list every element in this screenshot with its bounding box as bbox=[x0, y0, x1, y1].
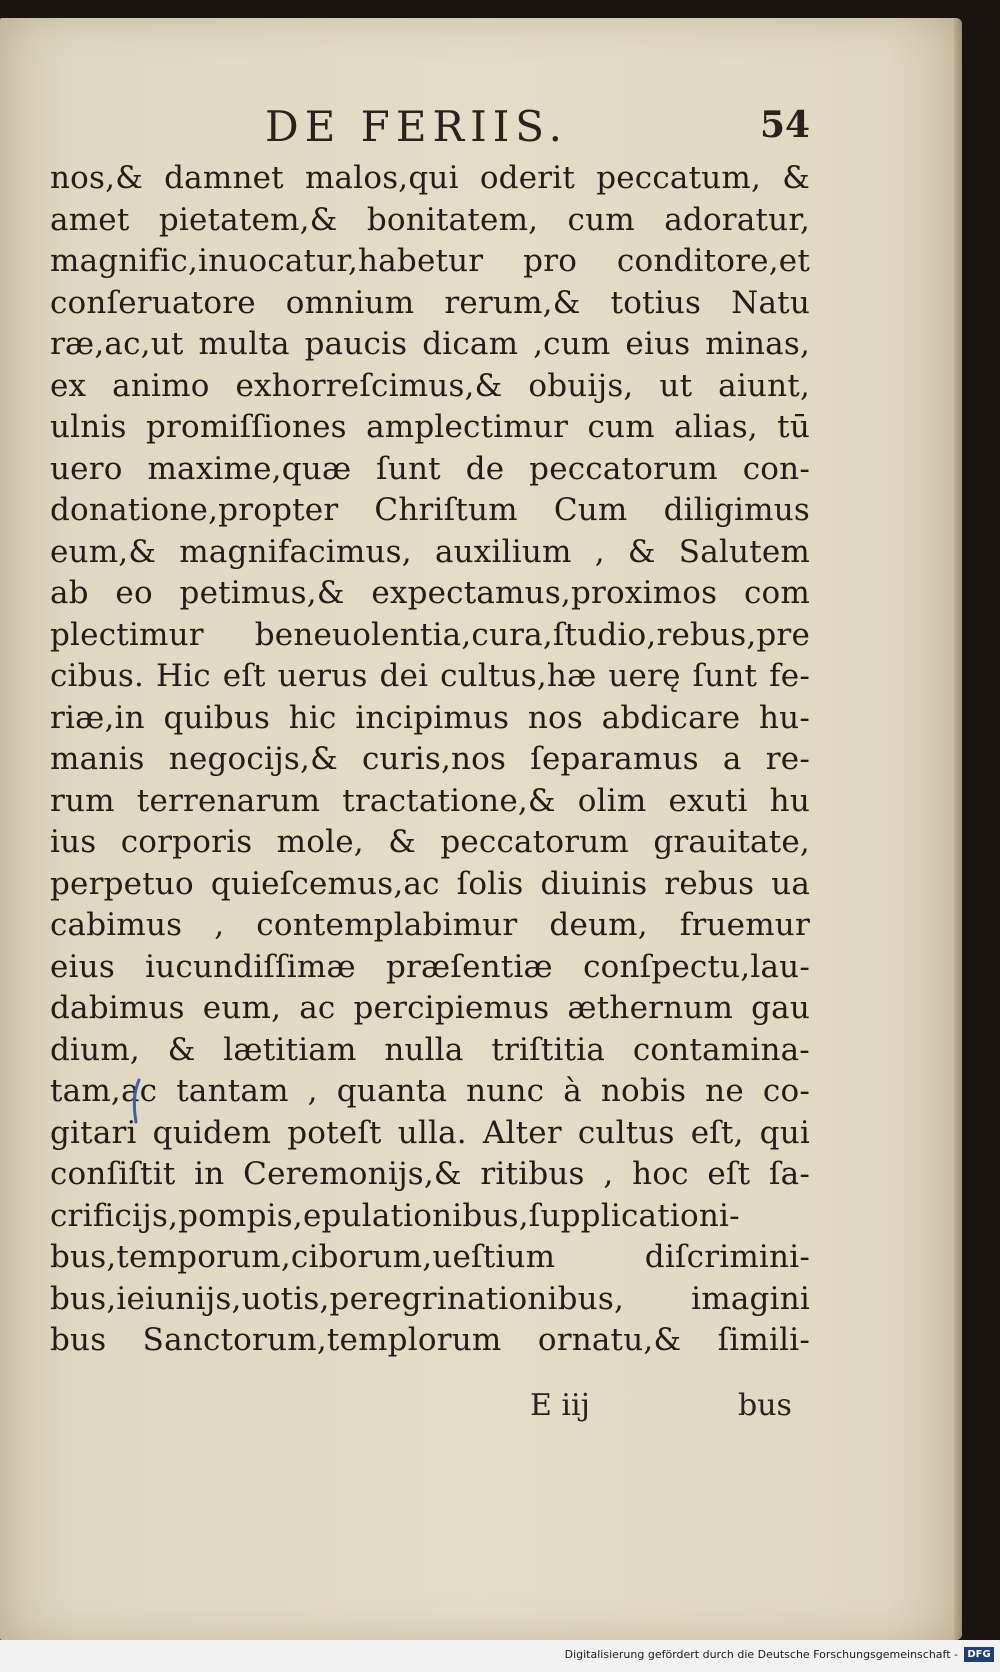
catchword: bus bbox=[738, 1388, 792, 1423]
blue-ink-mark-icon bbox=[130, 1078, 144, 1124]
text-line: amet pietatem,& bonitatem, cum adoratur, bbox=[50, 201, 810, 238]
text-line: bus,ieiunijs,uotis,peregrinationibus, imagini bbox=[50, 1280, 810, 1317]
digitization-footer bbox=[0, 1640, 1000, 1672]
text-line: cibus. Hic eſt uerus dei cultus,hæ uerę ſunt fe- bbox=[50, 658, 810, 694]
funding-credit: Digitalisierung gefördert durch die Deutsche Forschungsgemeinschaft - bbox=[564, 1648, 958, 1661]
dfg-logo: DFG bbox=[964, 1647, 994, 1662]
text-line: ex animo exhorreſcimus,& obuijs, ut aiunt, bbox=[50, 367, 810, 404]
text-line: bus Sanctorum,templorum ornatu,& ſimili- bbox=[50, 1322, 810, 1358]
running-head-title: DE FERIIS. bbox=[265, 102, 568, 151]
text-line: manis negocijs,& curis,nos ſeparamus a re- bbox=[50, 741, 810, 777]
text-line: nos,& damnet malos,qui oderit peccatum, & bbox=[50, 160, 810, 196]
running-head bbox=[0, 90, 962, 150]
text-line: bus,temporum,ciborum,ueſtium diſcrimini- bbox=[50, 1239, 810, 1275]
catch-line bbox=[0, 1388, 962, 1438]
text-line: magnific,inuocatur,habetur pro conditore,et bbox=[50, 243, 810, 279]
text-line: dium, & lætitiam nulla triſtitia contamina- bbox=[50, 1031, 810, 1068]
folio-number: 54 bbox=[760, 104, 811, 146]
signature-mark: E iij bbox=[530, 1388, 590, 1423]
text-line: conſiſtit in Ceremonijs,& ritibus , hoc eſt ſa- bbox=[50, 1156, 810, 1192]
book-leaf bbox=[0, 18, 962, 1640]
text-line: uero maxime,quæ ſunt de peccatorum con- bbox=[50, 450, 810, 487]
text-line: eius iucundiſſimæ præſentiæ conſpectu,lau- bbox=[50, 948, 810, 985]
text-line: ab eo petimus,& expectamus,proximos com bbox=[50, 575, 810, 611]
text-line: ræ,ac,ut multa paucis dicam ,cum eius minas, bbox=[50, 326, 810, 362]
text-line: conſeruatore omnium rerum,& totius Natu bbox=[50, 284, 810, 321]
text-line: eum,& magnifacimus, auxilium , & Salutem bbox=[50, 533, 810, 570]
text-line: dabimus eum, ac percipiemus æthernum gau bbox=[50, 990, 810, 1026]
text-line: tam,ac tantam , quanta nunc à nobis ne co- bbox=[50, 1073, 810, 1109]
text-line: perpetuo quieſcemus,ac ſolis diuinis rebus ua bbox=[50, 865, 810, 902]
text-line: plectimur beneuolentia,cura,ſtudio,rebus,pre bbox=[50, 616, 810, 653]
text-line: riæ,in quibus hic incipimus nos abdicare hu- bbox=[50, 699, 810, 736]
text-line: crificijs,pompis,epulationibus,ſupplicationi- bbox=[50, 1197, 740, 1234]
text-line: cabimus , contemplabimur deum, fruemur bbox=[50, 907, 810, 943]
text-line: ius corporis mole, & peccatorum grauitate, bbox=[50, 824, 810, 860]
text-line: ulnis promiſſiones amplectimur cum alias, tū bbox=[50, 409, 810, 445]
text-line: gitari quidem poteſt ulla. Alter cultus eſt, qui bbox=[50, 1114, 810, 1151]
text-line: donatione,propter Chriſtum Cum diligimus bbox=[50, 492, 810, 528]
body-text bbox=[50, 158, 810, 1362]
text-line: rum terrenarum tractatione,& olim exuti hu bbox=[50, 782, 810, 819]
